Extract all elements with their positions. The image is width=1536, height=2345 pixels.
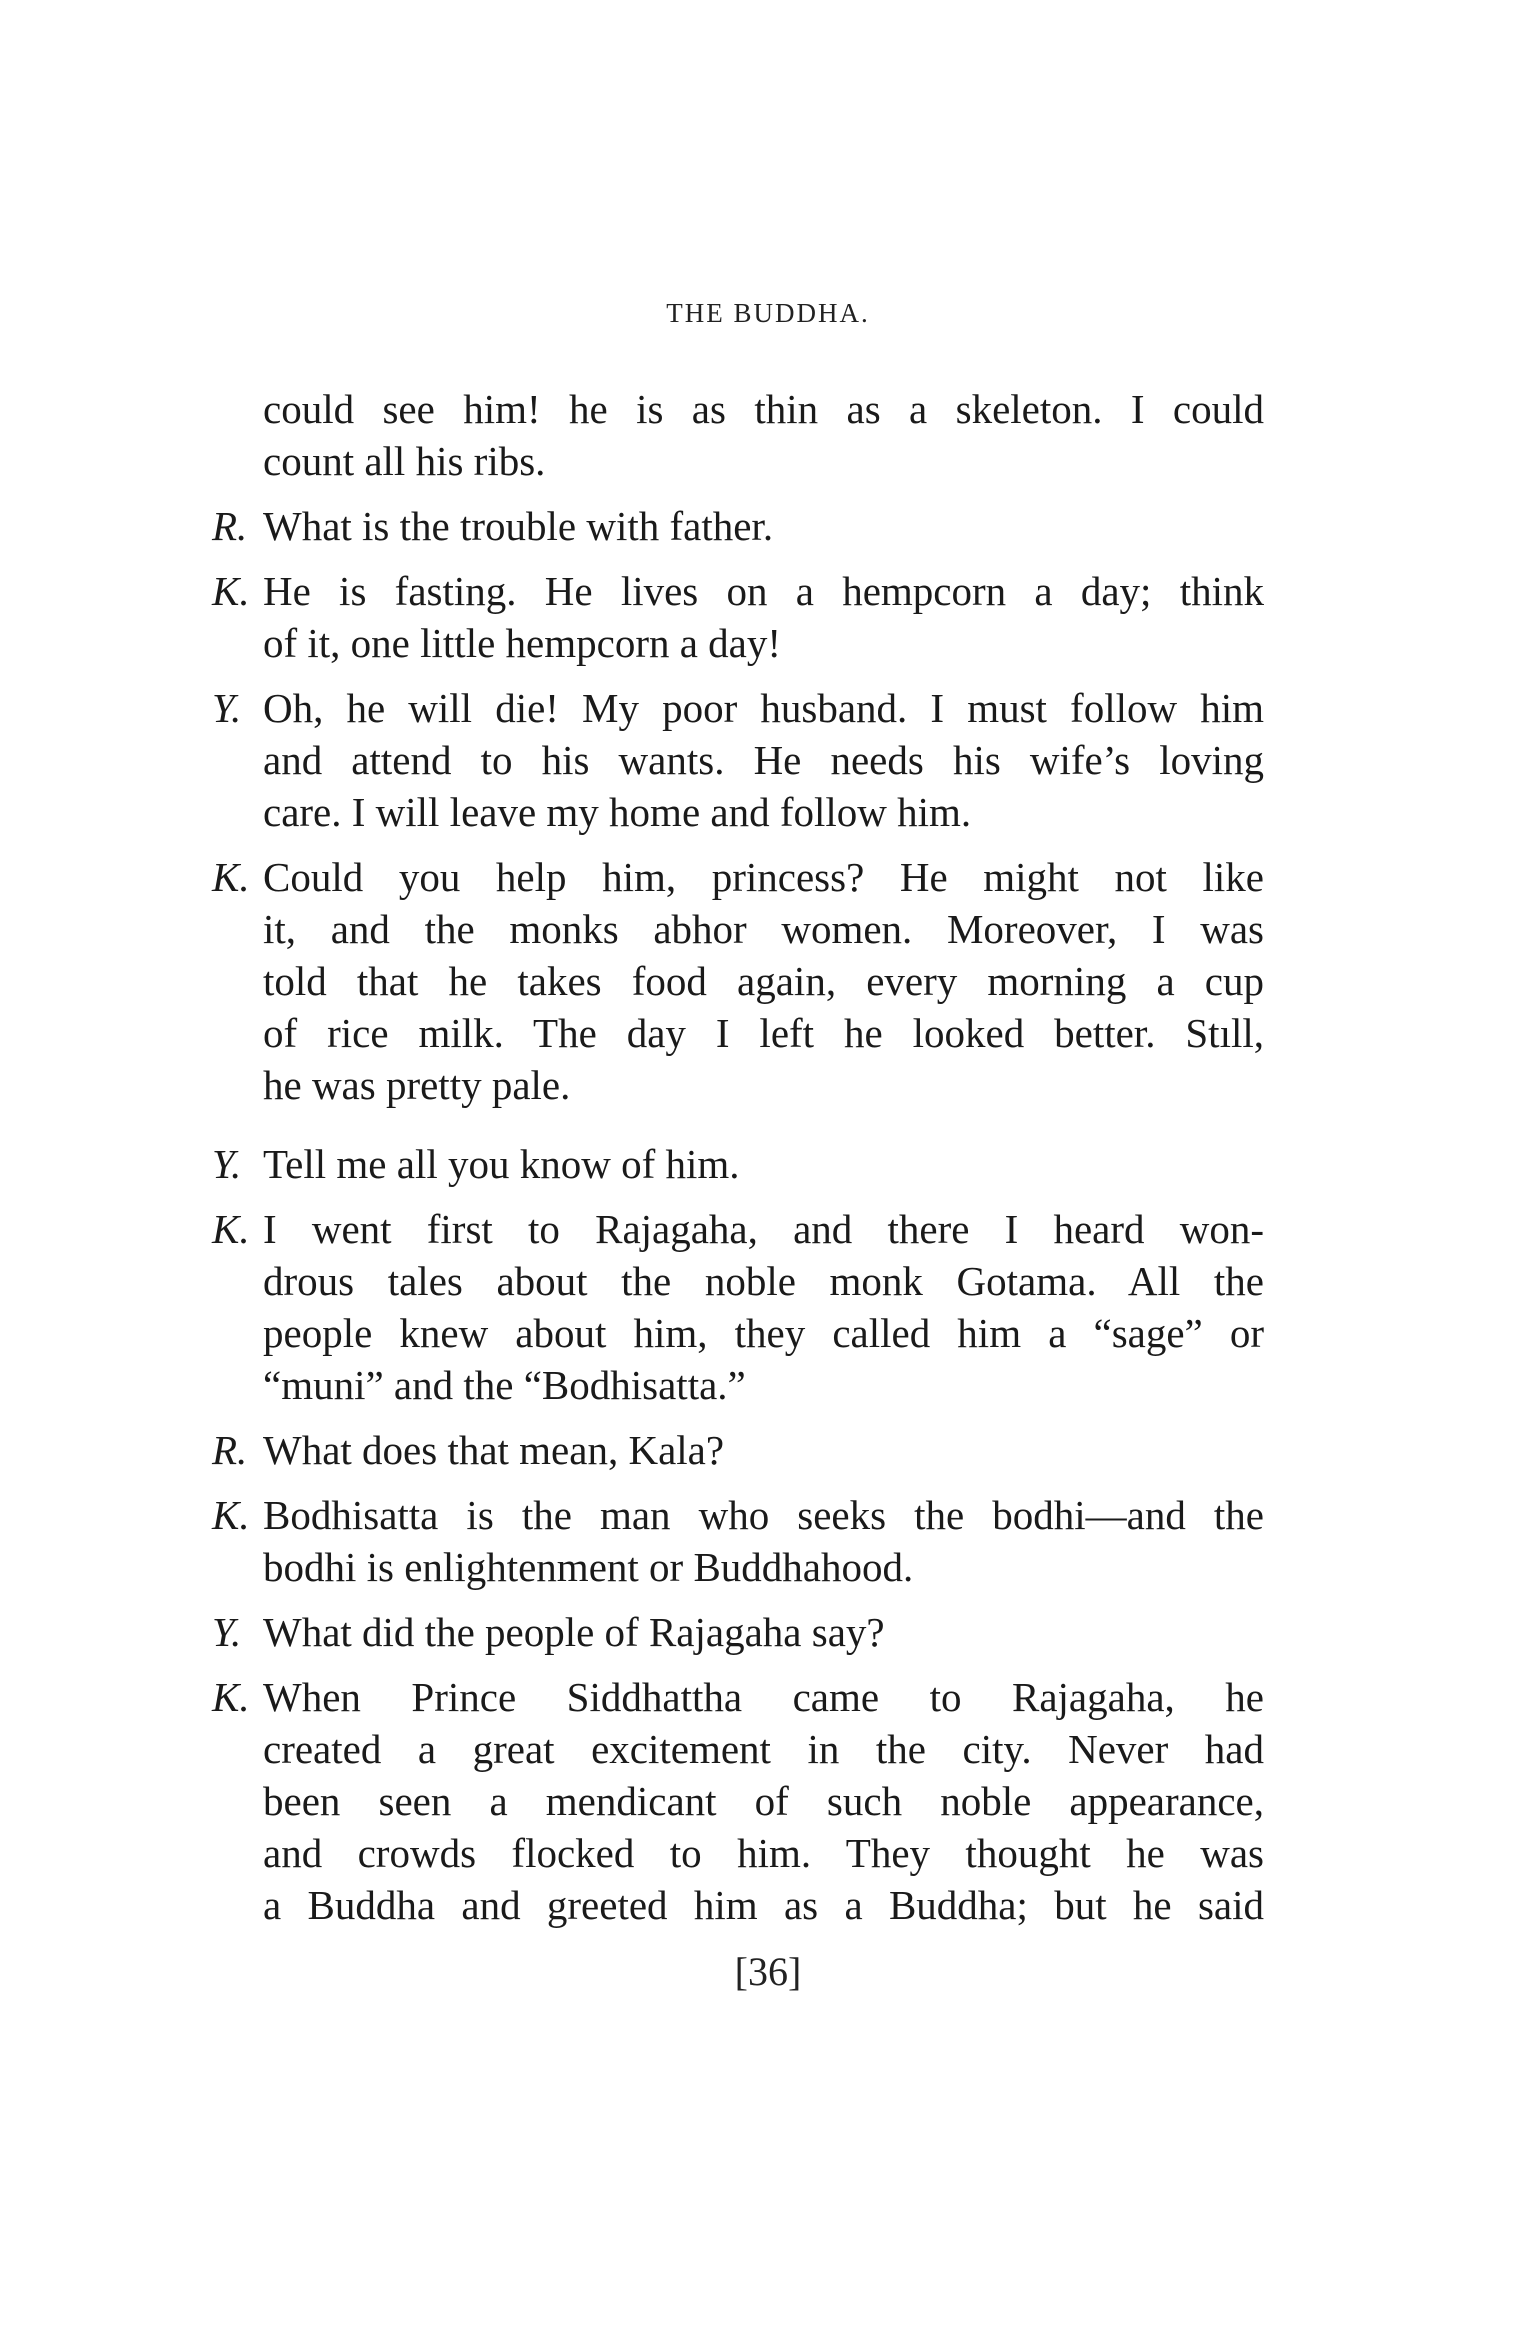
text-line: bodhi is enlightenment or Buddhahood. [263, 1544, 914, 1590]
text-line: a Buddha and greeted him as a Buddha; but he said [263, 1882, 1264, 1928]
text-line: people knew about him, they called him a “sage” or [263, 1310, 1264, 1356]
text-line: care. I will leave my home and follow him. [263, 789, 972, 835]
dialogue-entry [212, 1203, 1264, 1411]
text-line: When Prince Siddhattha came to Rajagaha, he [263, 1674, 1264, 1720]
text-line: I went first to Rajagaha, and there I heard won- [263, 1206, 1264, 1252]
text-line: What does that mean, Kala? [263, 1427, 725, 1473]
text-line: and attend to his wants. He needs his wife’s loving [263, 737, 1264, 783]
running-head: THE BUDDHA. [666, 298, 870, 328]
text-line: he was pretty pale. [263, 1062, 571, 1108]
dialogue-entry [212, 1138, 1264, 1190]
text-line: Tell me all you know of him. [263, 1141, 740, 1187]
text-line: created a great excitement in the city. Never had [263, 1726, 1264, 1772]
speaker-label: K. [212, 1492, 250, 1538]
dialogue-entry [212, 1424, 1264, 1476]
text-line: of rice milk. The day I left he looked better. Stıll, [263, 1010, 1264, 1056]
speaker-label: K. [212, 854, 250, 900]
text-line: What did the people of Rajagaha say? [263, 1609, 885, 1655]
text-line: and crowds flocked to him. They thought he was [263, 1830, 1264, 1876]
text-line: told that he takes food again, every morning a cup [263, 958, 1264, 1004]
text-line: “muni” and the “Bodhisatta.” [263, 1362, 746, 1408]
text-line: count all his ribs. [263, 438, 546, 484]
dialogue-entry [212, 851, 1264, 1111]
text-line: drous tales about the noble monk Gotama. All the [263, 1258, 1264, 1304]
speaker-label: Y. [212, 1609, 242, 1655]
dialogue-entry [212, 1606, 1264, 1658]
text-line: What is the trouble with father. [263, 503, 774, 549]
speaker-label: K. [212, 568, 250, 614]
text-line: He is fasting. He lives on a hempcorn a day; think [263, 568, 1264, 614]
speaker-label: K. [212, 1206, 250, 1252]
paragraph-continuation [212, 383, 1264, 487]
speaker-label: Y. [212, 1141, 242, 1187]
text-line: Could you help him, princess? He might not like [263, 854, 1264, 900]
dialogue-entry [212, 1671, 1264, 1931]
text-line: been seen a mendicant of such noble appearance, [263, 1778, 1264, 1824]
text-line: Oh, he will die! My poor husband. I must follow him [263, 685, 1264, 731]
speaker-label: Y. [212, 685, 242, 731]
dialogue-entry [212, 1489, 1264, 1593]
text-line: could see him! he is as thin as a skeleton. I could [263, 386, 1264, 432]
dialogue-entry [212, 682, 1264, 838]
speaker-label: K. [212, 1674, 250, 1720]
speaker-label: R. [212, 503, 248, 549]
page-number: [36] [734, 1949, 802, 1994]
dialogue-entry [212, 500, 1264, 552]
text-line: Bodhisatta is the man who seeks the bodhi—and the [263, 1492, 1264, 1538]
speaker-label: R. [212, 1427, 248, 1473]
text-line: it, and the monks abhor women. Moreover, I was [263, 906, 1264, 952]
dialogue-entry [212, 565, 1264, 669]
text-line: of it, one little hempcorn a day! [263, 620, 782, 666]
page-body [212, 383, 1264, 1931]
